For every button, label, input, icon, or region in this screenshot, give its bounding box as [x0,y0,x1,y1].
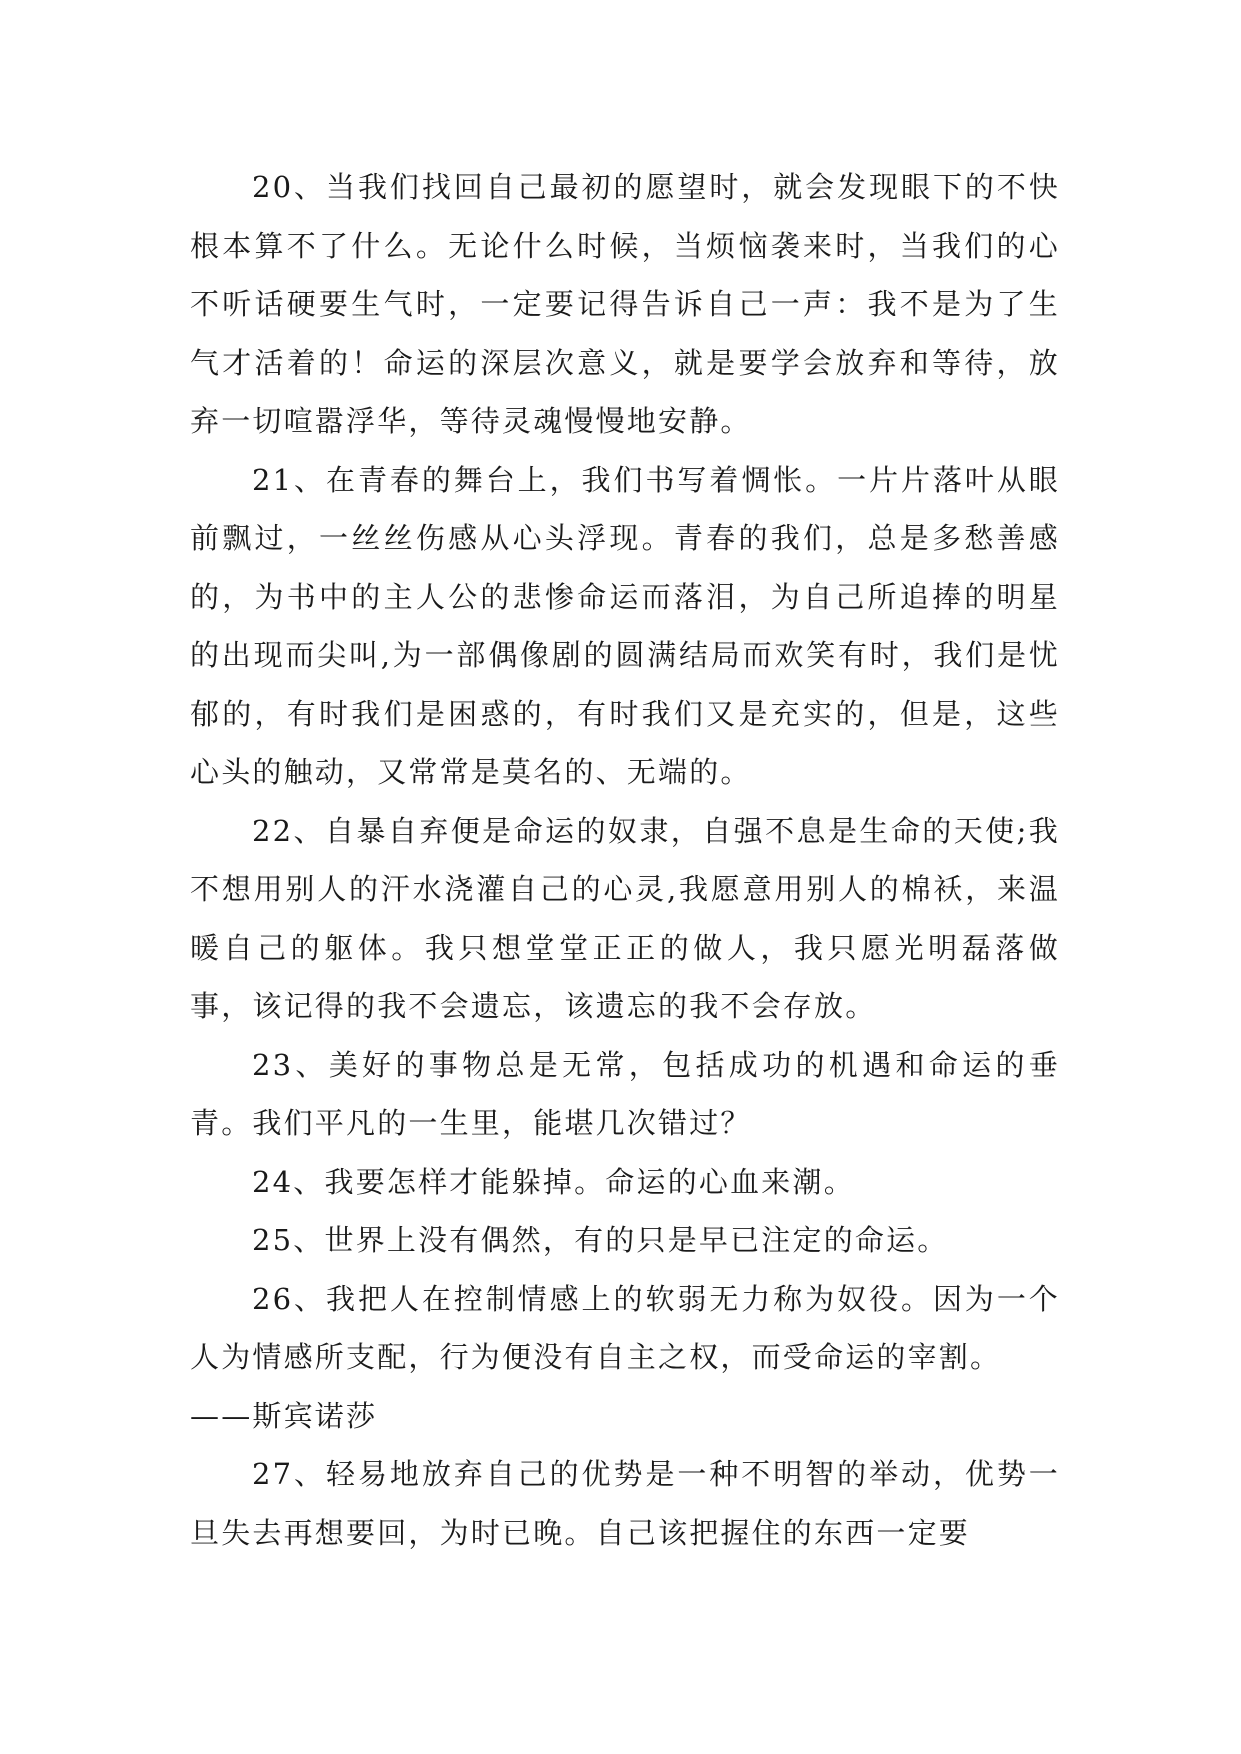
paragraph-26-attribution: ——斯宾诺莎 [190,1398,378,1433]
paragraph-24: 24、我要怎样才能躲掉。命运的心血来潮。 [252,1164,855,1199]
paragraph-22: 22、自暴自弃便是命运的奴隶，自强不息是生命的天使;我不想用别人的汗水浇灌自己的心灵,我愿意用别人的棉袄，来温暖自己的躯体。我只想堂堂正正的做人，我只愿光明磊落做事，该记得的我不会遗忘，该遗忘的我不会存放。 [190,813,1060,1023]
paragraph-25: 25、世界上没有偶然，有的只是早已注定的命运。 [252,1223,949,1257]
paragraph-27: 27、轻易地放弃自己的优势是一种不明智的举动，优势一旦失去再想要回，为时已晚。自己该把握住的东西一定要 [190,1457,1060,1550]
paragraph-26: 26、我把人在控制情感上的软弱无力称为奴役。因为一个人为情感所支配，行为便没有自主之权，而受命运的宰割。 [190,1281,1060,1374]
paragraph-20: 20、当我们找回自己最初的愿望时，就会发现眼下的不快根本算不了什么。无论什么时候，当烦恼袭来时，当我们的心不听话硬要生气时，一定要记得告诉自己一声：我不是为了生气才活着的！命运的深层次意义，就是要学会放弃和等待，放弃一切喧嚣浮华，等待灵魂慢慢地安静。 [190,170,1060,438]
paragraph-21: 21、在青春的舞台上，我们书写着惆怅。一片片落叶从眼前飘过，一丝丝伤感从心头浮现。青春的我们，总是多愁善感的，为书中的主人公的悲惨命运而落泪，为自己所追捧的明星的出现而尖叫,为一部偶像剧的圆满结局而欢笑有时，我们是忧郁的，有时我们是困惑的，有时我们又是充实的，但是，这些心头的触动，又常常是莫名的、无端的。 [190,462,1060,789]
paragraph-23: 23、美好的事物总是无常，包括成功的机遇和命运的垂青。我们平凡的一生里，能堪几次错过？ [190,1047,1060,1140]
document-body [190,158,1060,1562]
